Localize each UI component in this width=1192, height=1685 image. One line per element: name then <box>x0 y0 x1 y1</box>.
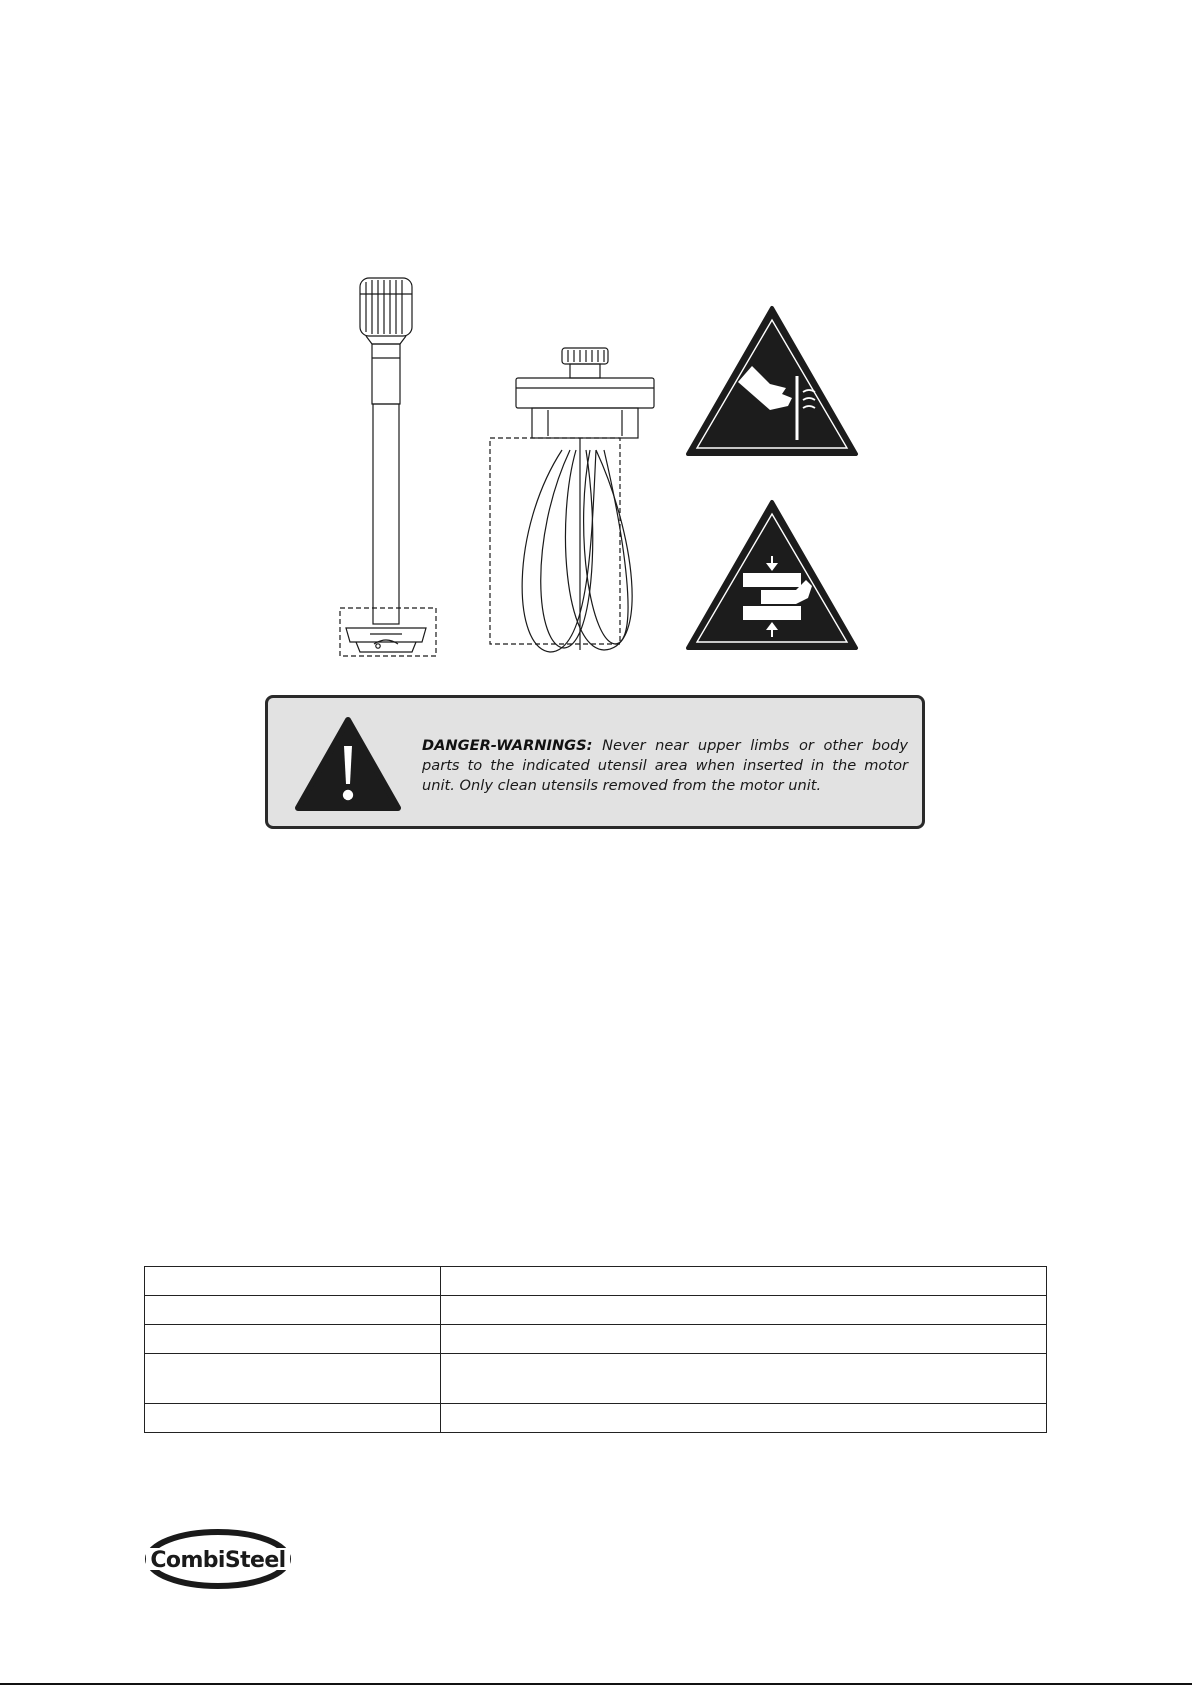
table-cell <box>145 1325 441 1354</box>
cutting-hazard-icon <box>688 308 856 454</box>
whisk-utensil-icon <box>490 348 654 652</box>
warning-heading: DANGER-WARNINGS: <box>422 737 593 754</box>
table-cell <box>441 1404 1047 1433</box>
blender-foot-utensil-icon <box>340 278 436 656</box>
utensil-figures <box>300 260 900 660</box>
table-row <box>145 1404 1047 1433</box>
table-cell <box>441 1267 1047 1296</box>
table-cell <box>145 1404 441 1433</box>
table-row <box>145 1267 1047 1296</box>
table-row <box>145 1354 1047 1404</box>
danger-warning-banner <box>265 695 925 829</box>
table-cell <box>441 1354 1047 1404</box>
exclamation-warning-icon <box>294 716 402 812</box>
logo-text: CombiSteel <box>150 1548 286 1573</box>
table-cell <box>145 1296 441 1325</box>
table-cell <box>145 1354 441 1404</box>
table-cell <box>441 1325 1047 1354</box>
combisteel-logo <box>144 1528 292 1590</box>
table-cell <box>441 1296 1047 1325</box>
warning-body: Never near upper limbs or other body parts to the indicated utensil area when inserted in the motor unit. Only clean utensils removed from the motor unit. <box>422 737 908 794</box>
spec-table <box>144 1266 1047 1433</box>
crushing-hazard-icon <box>688 502 856 648</box>
table-row <box>145 1325 1047 1354</box>
table-row <box>145 1296 1047 1325</box>
warning-text <box>422 736 908 796</box>
table-cell <box>145 1267 441 1296</box>
